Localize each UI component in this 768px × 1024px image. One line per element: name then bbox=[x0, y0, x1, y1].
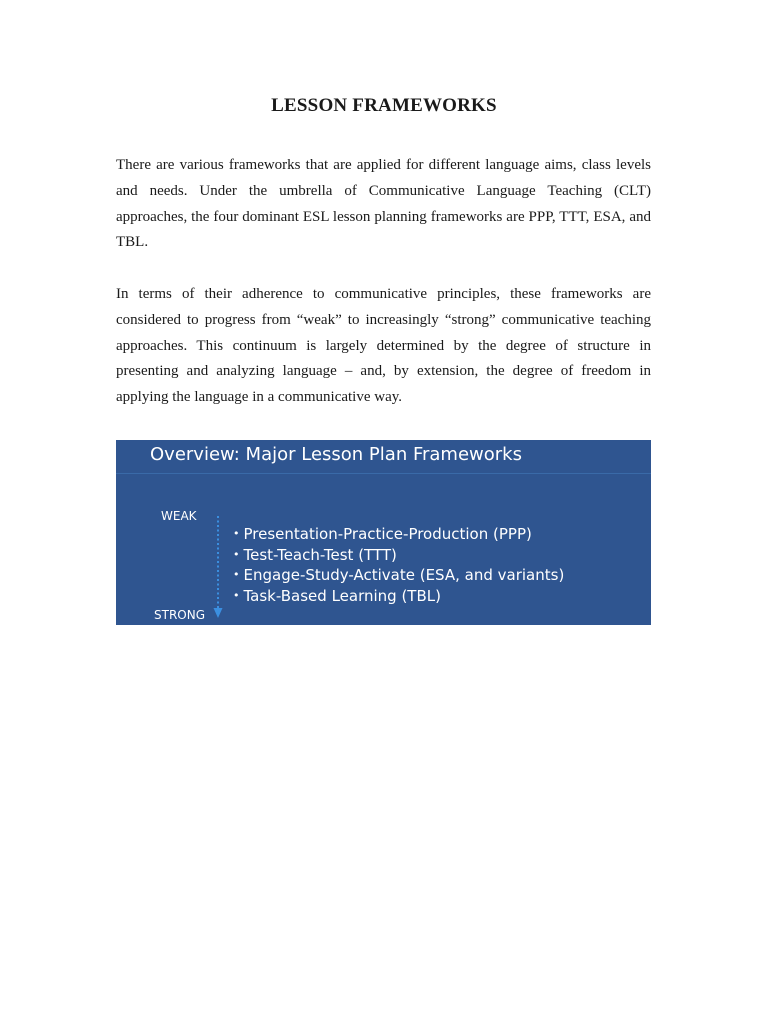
continuum-paragraph: In terms of their adherence to communicative principles, these frameworks are considered to progress from “weak” to increasingly “strong” communicative teaching approaches. This continuum is largely determined by the degree of structure in presenting and analyzing language – and, by extension, the degree of freedom in applying the language in a communicative way. bbox=[116, 286, 651, 406]
page-title: LESSON FRAMEWORKS bbox=[271, 95, 497, 116]
framework-esa: Engage-Study-Activate (ESA, and variants) bbox=[243, 566, 565, 585]
bullet-icon: • bbox=[233, 568, 240, 582]
scale-label-strong: STRONG bbox=[154, 608, 206, 622]
list-item bbox=[233, 565, 564, 586]
bullet-icon: • bbox=[233, 588, 240, 602]
framework-tbl: Task-Based Learning (TBL) bbox=[243, 586, 441, 605]
intro-paragraph: There are various frameworks that are applied for different language aims, class levels and needs. Under the umbrella of Communicative Language Teaching (CLT) approaches, the four dominant ESL lesson planning frameworks are PPP, TTT, ESA, and TBL. bbox=[116, 157, 651, 251]
list-item bbox=[233, 524, 564, 545]
framework-ttt: Test-Teach-Test (TTT) bbox=[243, 545, 397, 564]
frameworks-overview-slide bbox=[116, 440, 651, 625]
framework-ppp: Presentation-Practice-Production (PPP) bbox=[243, 525, 532, 543]
list-item bbox=[233, 545, 564, 566]
slide-title: Overview: Major Lesson Plan Frameworks bbox=[150, 444, 522, 465]
frameworks-list bbox=[233, 524, 564, 606]
bullet-icon: • bbox=[233, 547, 240, 561]
bullet-icon: • bbox=[233, 527, 240, 540]
dotted-down-arrow-icon bbox=[212, 516, 224, 620]
scale-label-weak: WEAK bbox=[161, 509, 197, 523]
slide-header bbox=[116, 440, 651, 474]
list-item bbox=[233, 586, 564, 607]
